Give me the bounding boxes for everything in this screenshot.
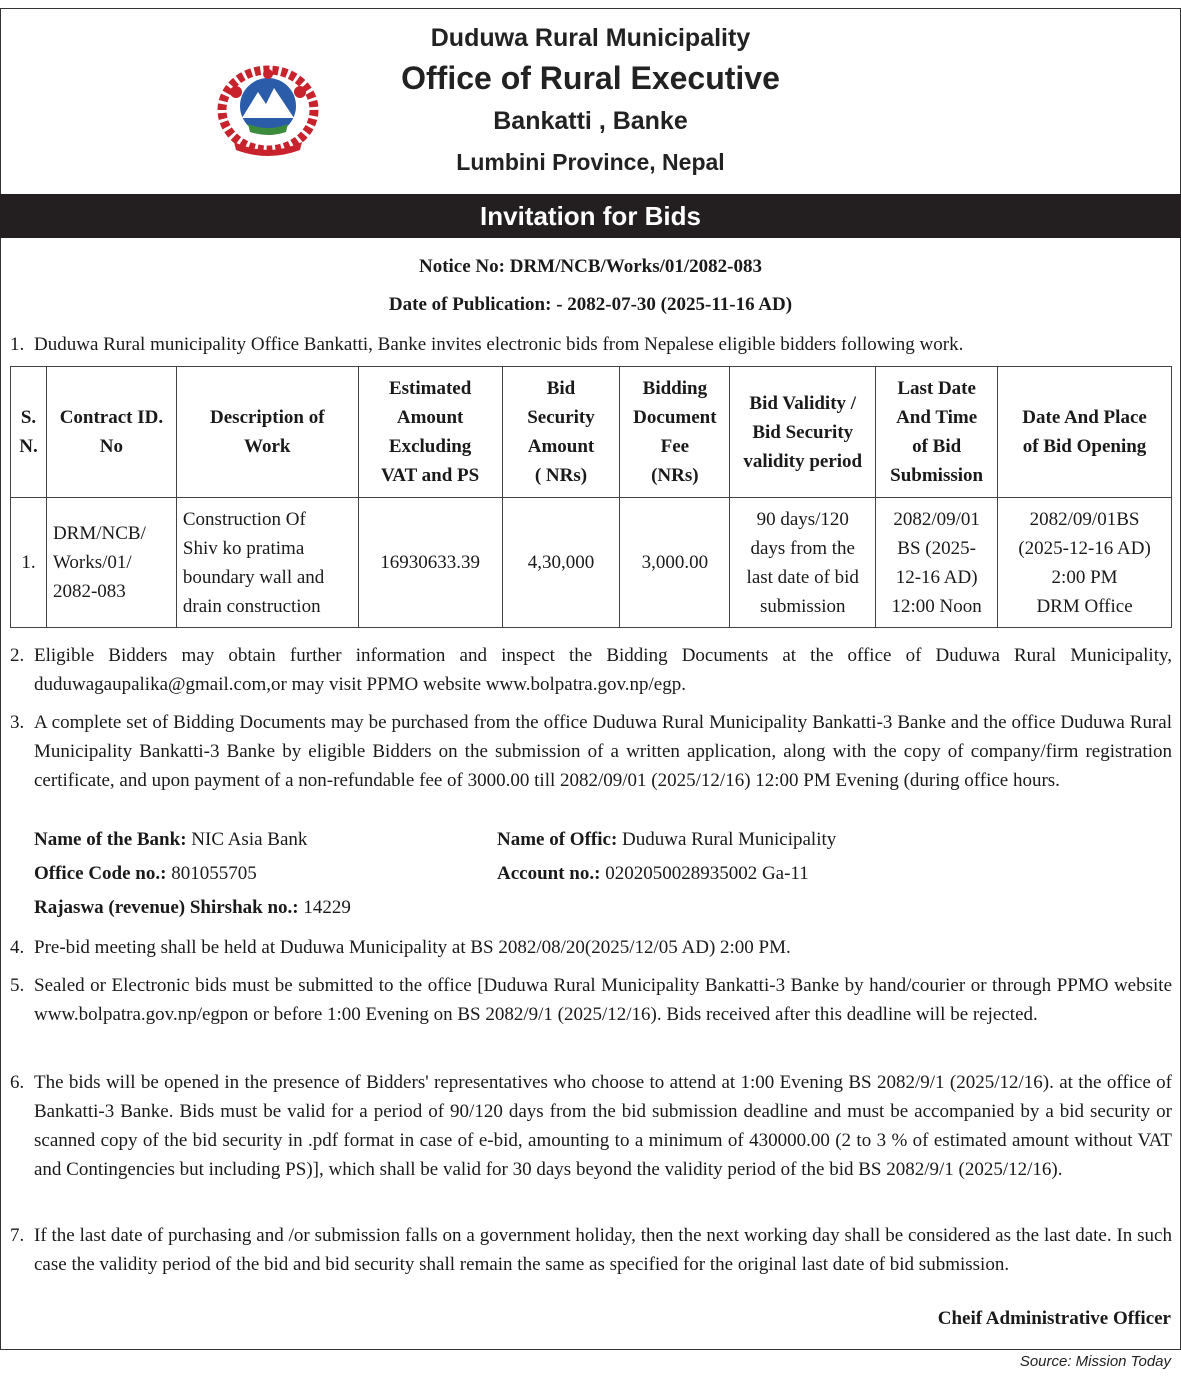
table-cell xyxy=(358,498,502,628)
header-line: Document xyxy=(633,407,717,428)
table-header-cell xyxy=(620,367,730,498)
cell-line: 16930633.39 xyxy=(380,552,480,573)
header-line: No xyxy=(99,436,124,457)
header-line: Work xyxy=(244,436,291,457)
cell-line: BS (2025- xyxy=(897,537,976,559)
paragraph-text: A complete set of Bidding Documents may be purchased from the office Duduwa Rural Municipality Bankatti-3 Banke and the office Duduwa Rural Municipality Bankatti-3 Banke by eligible Bidders on the submission of a written application, along with the copy of company/firm registration certificate, and upon payment of a non-refundable fee of 3000.00 till 2082/09/01 (2025/12/16) 12:00 PM Evening (during office hours. xyxy=(34,712,1172,791)
header-line: Excluding xyxy=(388,436,472,457)
office-label: Name of Offic: xyxy=(497,829,618,850)
paragraph-number: 6. xyxy=(10,1072,25,1093)
table-cell xyxy=(620,498,730,628)
revenue-label: Rajaswa (revenue) Shirshak no.: xyxy=(34,897,299,918)
paragraph-6 xyxy=(10,1068,1172,1184)
paragraph-number: 4. xyxy=(10,937,25,958)
table-header-cell xyxy=(998,367,1172,498)
header-line: N. xyxy=(19,436,38,457)
paragraph-text: The bids will be opened in the presence of Bidders' representatives who choose to attend at 1:00 Evening BS 2082/9/1 (2025/12/16). at the office of Bankatti-3 Banke. Bids must be valid for a period of 90/120 days from the bid submission deadline and must be accompanied by a bid security or scanned copy of the bid security in .pdf format in case of e-bid, amounting to a minimum of 430000.00 (2 to 3 % of estimated amount without VAT and Contingencies but including PS)], which shall be valid for 30 days beyond the validity period of the bid BS 2082/9/1 (2025/12/16). xyxy=(34,1072,1172,1180)
table-body xyxy=(11,498,1172,628)
source-credit: Source: Mission Today xyxy=(1019,1353,1171,1370)
cell-line: 12:00 Noon xyxy=(891,595,982,617)
table-header-cell xyxy=(502,367,620,498)
header-line: of Bid Opening xyxy=(1022,436,1147,457)
cell-line: 1. xyxy=(21,552,36,573)
cell-line: 4,30,000 xyxy=(527,552,595,573)
cell-line: 2082/09/01 xyxy=(893,508,980,530)
table-cell xyxy=(502,498,620,628)
cell-line: DRM/NCB/ xyxy=(52,523,146,544)
header-line: Contract ID. xyxy=(59,407,164,428)
table-header-cell xyxy=(176,367,358,498)
table-header-cell xyxy=(730,367,876,498)
bank-name xyxy=(34,829,307,851)
header-line: Bidding xyxy=(642,378,708,399)
paragraph-3 xyxy=(10,708,1172,795)
header-line: Amount xyxy=(527,436,595,457)
bank-name-value: NIC Asia Bank xyxy=(186,829,308,850)
revenue-code xyxy=(34,897,351,919)
office-name: Office of Rural Executive xyxy=(401,60,780,96)
cell-line: 12-16 AD) xyxy=(895,566,978,588)
revenue-value: 14229 xyxy=(298,897,351,918)
header-line: Bid Validity / xyxy=(749,392,857,414)
office-value: Duduwa Rural Municipality xyxy=(617,829,837,850)
header-line: (NRs) xyxy=(651,465,699,486)
office-name-field xyxy=(497,829,836,851)
office-code-value: 801055705 xyxy=(166,863,257,884)
table-header-cell xyxy=(876,367,998,498)
cell-line: last date of bid xyxy=(746,566,859,588)
table-cell xyxy=(998,498,1172,628)
header-line: of Bid xyxy=(912,436,962,457)
office-code xyxy=(34,863,257,885)
table-cell xyxy=(730,498,876,628)
bid-details-table xyxy=(10,366,1172,628)
paragraph-text: Eligible Bidders may obtain further information and inspect the Bidding Documents at the office of Duduwa Rural Municipality, duduwagaupalika@gmail.com,or may visit PPMO website www.bolpatra.gov.np/egp. xyxy=(34,645,1172,695)
header-line: VAT and PS xyxy=(380,465,480,486)
notice-title-banner: Invitation for Bids xyxy=(0,194,1181,238)
header-line: Date And Place xyxy=(1022,407,1147,428)
header-line: Amount xyxy=(396,407,464,428)
header-line: ( NRs) xyxy=(534,465,588,486)
header-line: Security xyxy=(527,407,595,428)
cell-line: (2025-12-16 AD) xyxy=(1018,537,1151,559)
paragraph-7 xyxy=(10,1221,1172,1279)
header-line: S. xyxy=(20,407,37,428)
cell-line: drain construction xyxy=(182,595,321,617)
cell-line: Construction Of xyxy=(182,508,306,530)
paragraph-4 xyxy=(10,933,1172,962)
account-label: Account no.: xyxy=(497,863,601,884)
header-line: Fee xyxy=(660,436,690,457)
cell-line: boundary wall and xyxy=(182,566,325,588)
cell-line: 2082/09/01BS xyxy=(1029,508,1140,530)
paragraph-5 xyxy=(10,971,1172,1029)
header-line: validity period xyxy=(743,450,863,472)
account-number xyxy=(497,863,809,885)
cell-line: DRM Office xyxy=(1036,595,1133,617)
table-cell xyxy=(876,498,998,628)
table-header-cell xyxy=(358,367,502,498)
table-cell xyxy=(176,498,358,628)
paragraph-text: Sealed or Electronic bids must be submitted to the office [Duduwa Rural Municipality Bankatti-3 Banke by hand/courier or through PPMO website www.bolpatra.gov.np/egpon or before 1:00 Evening on BS 2082/9/1 (2025/12/16). Bids received after this deadline will be rejected. xyxy=(34,975,1172,1025)
paragraph-number: 1. xyxy=(10,334,25,355)
cell-line: days from the xyxy=(750,537,855,559)
cell-line: Shiv ko pratima xyxy=(182,537,305,559)
table-header-cell xyxy=(46,367,176,498)
province-name: Lumbini Province, Nepal xyxy=(456,149,725,175)
cell-line: 2:00 PM xyxy=(1051,566,1118,588)
header-line: Bid Security xyxy=(752,421,854,443)
paragraph-number: 5. xyxy=(10,975,25,996)
header-line: Description of xyxy=(210,407,325,428)
paragraph-number: 7. xyxy=(10,1225,25,1246)
paragraph-text: If the last date of purchasing and /or submission falls on a government holiday, then the next working day shall be considered as the last date. In such case the validity period of the bid and bid security shall remain the same as specified for the original last date of bid submission. xyxy=(34,1225,1172,1275)
table-header-cell xyxy=(11,367,47,498)
office-code-label: Office Code no.: xyxy=(34,863,167,884)
signatory-title: Cheif Administrative Officer xyxy=(937,1308,1171,1329)
cell-line: 3,000.00 xyxy=(641,552,709,573)
paragraph-number: 3. xyxy=(10,712,25,733)
paragraph-text: Pre-bid meeting shall be held at Duduwa Municipality at BS 2082/08/20(2025/12/05 AD) 2:00 PM. xyxy=(34,937,791,958)
office-address: Bankatti , Banke xyxy=(493,107,688,135)
header-line: Bid xyxy=(546,378,576,399)
paragraph-text: Duduwa Rural municipality Office Bankatti, Banke invites electronic bids from Nepalese eligible bidders following work. xyxy=(34,334,964,355)
cell-line: 2082-083 xyxy=(52,581,126,602)
paragraph-number: 2. xyxy=(10,645,25,666)
table-header-row xyxy=(11,367,1172,498)
bank-name-label: Name of the Bank: xyxy=(34,829,187,850)
publication-date: Date of Publication: - 2082-07-30 (2025-11-16 AD) xyxy=(388,294,793,315)
account-value: 0202050028935002 Ga-11 xyxy=(600,863,809,884)
cell-line: Works/01/ xyxy=(52,552,132,573)
cell-line: submission xyxy=(759,595,846,617)
table-cell xyxy=(11,498,47,628)
cell-line: 90 days/120 xyxy=(756,508,849,530)
paragraph-1 xyxy=(10,330,1172,359)
table-cell xyxy=(46,498,176,628)
table-row xyxy=(11,498,1172,628)
municipality-name: Duduwa Rural Municipality xyxy=(430,24,751,52)
header-line: Estimated xyxy=(388,378,472,399)
header-line: And Time xyxy=(896,407,978,428)
header-line: Last Date xyxy=(897,378,976,399)
header xyxy=(0,10,1181,193)
paragraph-2 xyxy=(10,641,1172,699)
header-line: Submission xyxy=(890,465,984,486)
notice-number: Notice No: DRM/NCB/Works/01/2082-083 xyxy=(418,256,763,277)
